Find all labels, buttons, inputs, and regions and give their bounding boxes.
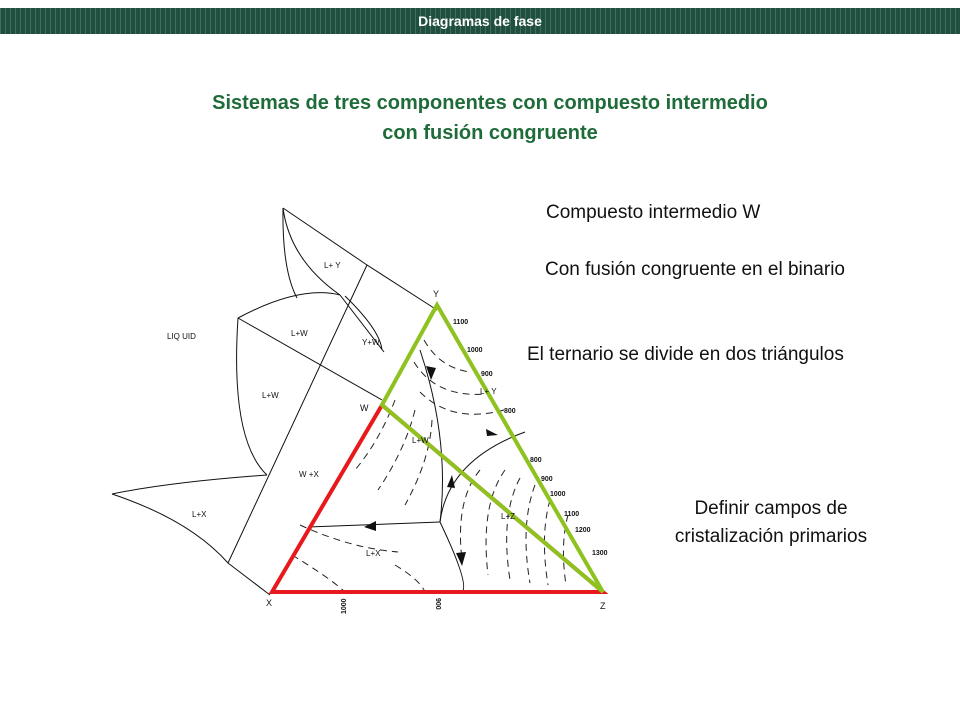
isotherm-curves [292, 340, 568, 592]
field-label-l-w: L+W [412, 436, 429, 445]
isotherm-label: 1100 [453, 319, 469, 326]
header-title: Diagramas de fase [418, 13, 542, 29]
side-label-l-w-top: L+W [291, 329, 308, 338]
note-congruent-melting: Con fusión congruente en el binario [545, 259, 845, 280]
isotherm-label: 1100 [564, 511, 580, 518]
isotherm-label: 1000 [467, 347, 483, 354]
isotherm-label: 900 [481, 371, 493, 378]
side-label-y-w: Y+W [362, 338, 380, 347]
vertex-label-w: W [360, 403, 369, 413]
side-label-l-y: L+ Y [324, 261, 341, 270]
side-label-liquid: LIQ UID [167, 332, 196, 341]
isotherm-label: 1000 [341, 598, 348, 614]
field-label-l-z: L+Z [501, 512, 516, 521]
field-label-l-x: L+X [366, 549, 381, 558]
vertex-label-z: Z [600, 601, 606, 611]
isotherm-label: 900 [434, 598, 441, 610]
isotherm-label: 1300 [592, 550, 608, 557]
cotectic-arrows [364, 366, 498, 566]
isotherm-label: 900 [541, 476, 553, 483]
isotherm-label: 800 [504, 408, 516, 415]
isotherm-label: 1000 [550, 491, 566, 498]
triangle-xwz [272, 405, 603, 592]
vertex-label-y: Y [433, 289, 440, 299]
note-primary-fields [640, 495, 902, 551]
note-primary-fields-line2: cristalización primarios [674, 526, 868, 547]
note-primary-fields-line1: Definir campos de [694, 498, 848, 519]
note-intermediate-compound: Compuesto intermedio W [546, 202, 761, 223]
vertex-label-x: X [266, 598, 273, 608]
side-label-w-x: W +X [299, 470, 319, 479]
slide-title-line1: Sistemas de tres componentes con compuesto intermedio [212, 92, 768, 114]
isotherm-label: 1200 [575, 527, 591, 534]
slide-title-line2: con fusión congruente [382, 122, 598, 144]
field-label-l-y: L+ Y [480, 387, 497, 396]
isotherm-label: 800 [530, 457, 542, 464]
folded-binary-diagrams [112, 208, 440, 595]
side-label-l-w-left: L+W [262, 391, 279, 400]
side-label-l-x: L+X [192, 510, 207, 519]
note-two-triangles: El ternario se divide en dos triángulos [527, 344, 844, 365]
